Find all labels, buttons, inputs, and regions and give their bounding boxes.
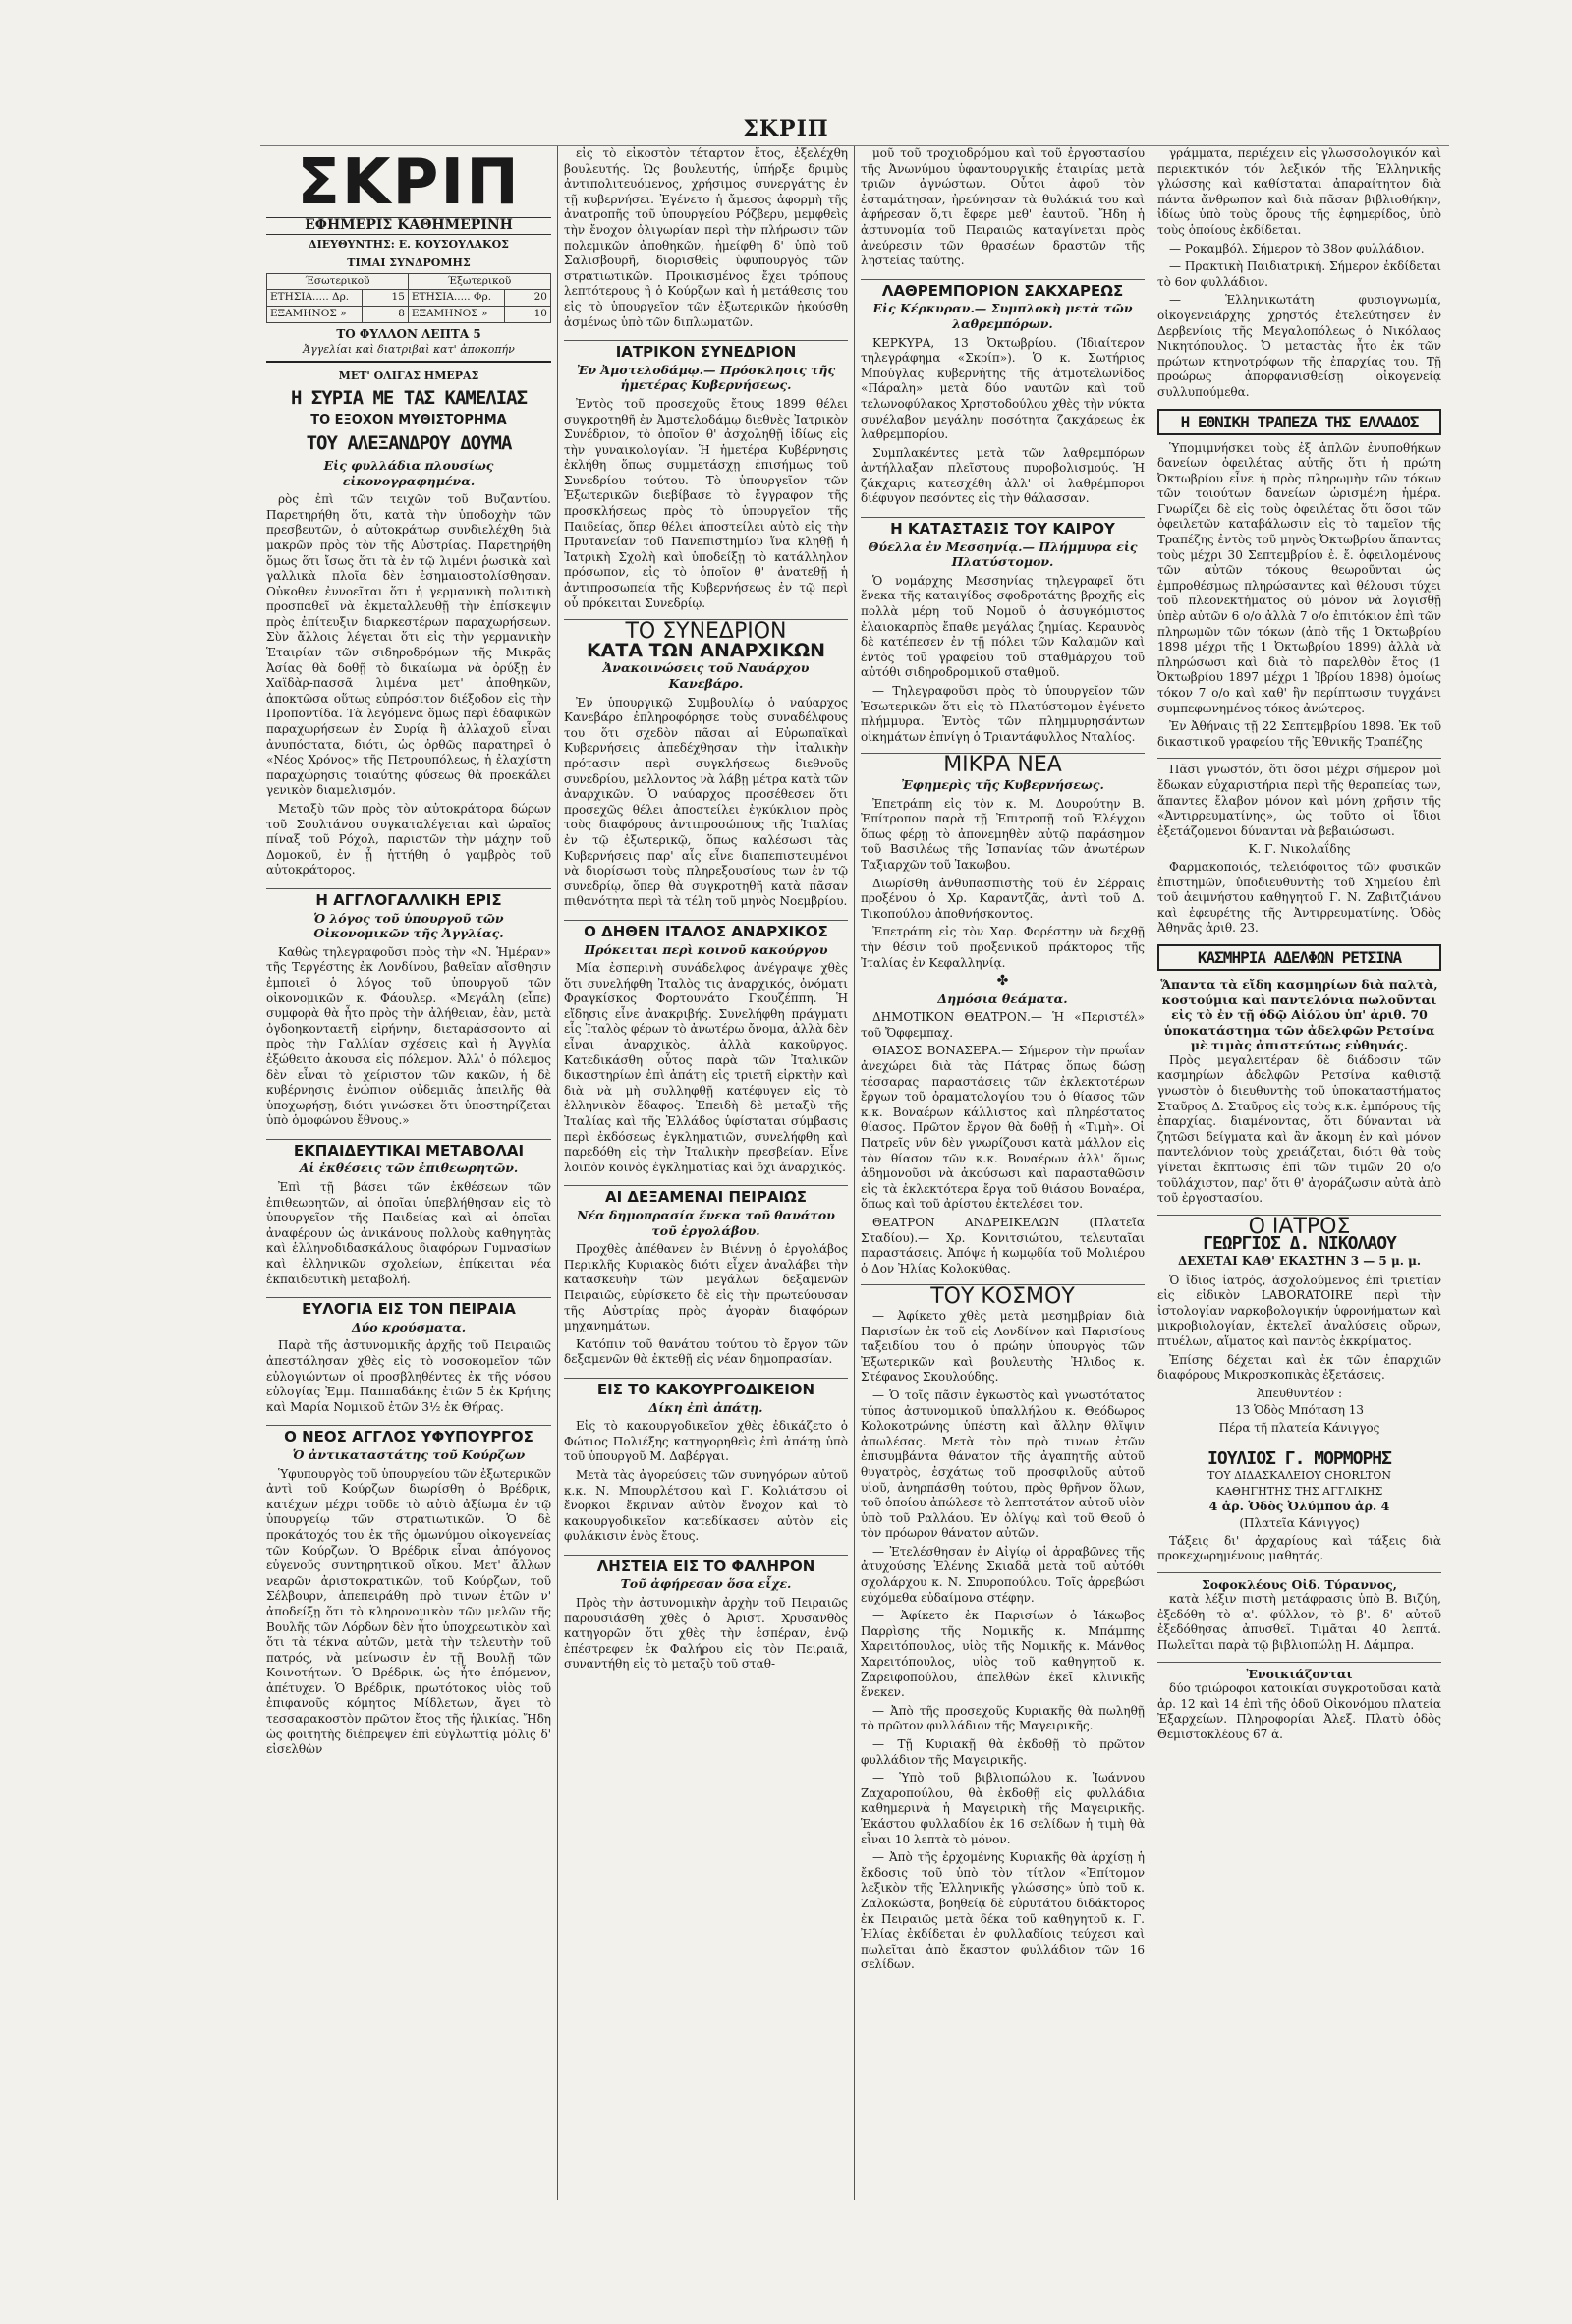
article-paragraph: — Πρακτικὴ Παιδιατρική. Σήμερον ἐκδίδεται τὸ 6ον φυλλάδιον. xyxy=(1157,259,1441,289)
article-paragraph: Ἐντὸς τοῦ προσεχοῦς ἔτους 1899 θέλει συγκροτηθῆ ἐν Ἀμστελοδάμῳ διεθνὲς Ἰατρικὸν Συνέδριον, τὸ ὁποῖον θ' ἀσχοληθῇ ἰδίως εἰς τὴν γυναικολογίαν. Ἡ ἡμετέρα Κυβέρνησις ἐκλήθη ὅπως συμμετάσχῃ ἐπισήμως τοῦ Συνεδρίου τούτου. Τὸ ὑπουργεῖον τῶν Ἐξωτερικῶν διεβίβασε τὸ ἔγγραφον τῆς προσκλήσεως πρὸς τὸ ὑπουργεῖον τῆς Παιδείας, ὅπερ θέλει ἀποστείλει αὐτὸ εἰς τὴν Πρυτανείαν τοῦ Πανεπιστημίου ἵνα κληθῇ ἡ Ἰατρικὴ Σχολὴ καὶ ὑποδείξῃ τὸ κατάλληλον πρόσωπον, εἰς τὸ ὁποῖον θ' ἀνατεθῇ ἡ ἀντιπροσωπεία τῆς Κυβερνήσεως ἐν τῷ περὶ οὗ πρόκειται Συνεδρίῳ. xyxy=(564,396,848,610)
ad-rent: Ἐνοικιάζονται xyxy=(1246,1666,1353,1681)
semi-domestic-label: ΕΞΑΜΗΝΟΣ » xyxy=(267,306,363,322)
article-paragraph: — Ὑπὸ τοῦ βιβλιοπώλου κ. Ἰωάννου Ζαχαροπούλου, θὰ ἐκδοθῇ εἰς φυλλάδια καθημερινὰ ἡ Μαγειρικὴ τῆς Μαγειρικῆς. Ἑκάστου φυλλαδίου ἐκ 16 σελίδων ἡ τιμὴ θὰ εἶναι 10 λεπτὰ τὸ μόνον. xyxy=(861,1771,1145,1846)
subheadline: Ὁ ἀντικαταστάτης τοῦ Κούρζων xyxy=(292,1446,526,1462)
article-paragraph: Παρὰ τῆς ἀστυνομικῆς ἀρχῆς τοῦ Πειραιῶς ἀπεστάλησαν χθὲς εἰς τὸ νοσοκομεῖον τῶν εὐλογιώντων οἱ προσβληθέντες ἐκ τῆς νόσου εὐλογίας Ἐμμ. Παππαδάκης ἐτῶν 5 ἐκ Κρήτης καὶ Μαρία Νομικοῦ ἐτῶν 3½ ἐκ Θήρας. xyxy=(266,1338,551,1414)
subheadline: Ἐφημερὶς τῆς Κυβερνήσεως. xyxy=(901,776,1104,792)
serial-note: Εἰς φυλλάδια πλουσίως εἰκονογραφημένα. xyxy=(323,457,494,488)
article-paragraph: Προχθὲς ἀπέθανεν ἐν Βιέννῃ ὁ ἐργολάβος Περικλῆς Κυριακὸς διότι εἶχεν ἀναλάβει τὴν κατασκευὴν τῶν μεγάλων δεξαμενῶν Πειραιῶς, εὑρίσκετο δὲ εἰς τὴν πρωτεύουσαν τῆς Αὐστρίας πρὸς ἀγορὰν διαφόρων μηχανημάτων. xyxy=(564,1242,848,1333)
article-paragraph: Ὁ ἴδιος ἰατρός, ἀσχολούμενος ἐπὶ τριετίαν εἰς εἰδικὸν LABORATOIRE περὶ τὴν ἰστολογίαν ναρκοβολογικήν ὑφρονήματων καὶ μικροβιολογίαν, ἐκτελεῖ ἀναλύσεις οὔρων, πτυέλων, αἵματος καὶ παντὸς ἐκκρίματος. xyxy=(1157,1273,1441,1348)
doctor-hours: ΔΕΧΕΤΑΙ ΚΑΘ' ΕΚΑΣΤΗΝ 3 — 5 μ. μ. xyxy=(1177,1254,1422,1268)
divider xyxy=(1157,1662,1441,1663)
column-1 xyxy=(260,146,557,2200)
headline-italian-anarchist: Ο ΔΗΘΕΝ ΙΤΑΛΟΣ ΑΝΑΡΧΙΚΟΣ xyxy=(564,920,848,940)
article-paragraph: Μία ἐσπερινὴ συνάδελφος ἀνέγραψε χθὲς ὅτι συνελήφθη Ἰταλὸς τις ἀναρχικός, ὀνόματι Φραγκίσκος Φορτουνάτο Γκουζέππη. Ἡ εἴδησις εἶνε ἀνακριβής. Συνελήφθη πράγματι εἷς Ἰταλὸς φέρων τὸ ἀνωτέρω ὄνομα, ἀλλὰ δὲν εἶναι ἀναρχικὸς, ἀλλὰ κακοῦργος. Κατεδικάσθη οὗτος παρὰ τῶν Ἰταλικῶν δικαστηρίων ἐπὶ ἀπάτῃ εἰς τριετῆ εἱρκτὴν καὶ διὰ νὰ μὴ συλληφθῇ κατέφυγεν εἰς τὸ ἑλληνικὸν ἔδαφος. Ἐπειδὴ δὲ μεταξὺ τῆς Ἰταλίας καὶ τῆς Ἑλλάδος ὑφίσταται σύμβασις περὶ ἐκδόσεως ἐγκληματιῶν, συνελήφθη καὶ παρεδόθη εἰς τὴν Ἰταλικὴν πρεσβείαν. Εἶνε λοιπὸν κοινὸς ἐγκληματίας καὶ ὄχι ἀναρχικός. xyxy=(564,961,848,1174)
address-line: 13 Ὁδὸς Μπόταση 13 xyxy=(1235,1403,1364,1418)
subheadline: Θύελλα ἐν Μεσσηνίᾳ.— Πλήμμυρα εἰς Πλατύστομον. xyxy=(868,538,1138,570)
headline-anglo-french: Η ΑΓΓΛΟΓΑΛΛΙΚΗ ΕΡΙΣ xyxy=(266,888,551,909)
column-4 xyxy=(1151,146,1447,2200)
subheadline: Αἱ ἐκθέσεις τῶν ἐπιθεωρητῶν. xyxy=(299,1161,519,1176)
headline-reservoirs: ΑΙ ΔΕΞΑΜΕΝΑΙ ΠΕΙΡΑΙΩΣ xyxy=(564,1185,848,1206)
column-2 xyxy=(557,146,854,2200)
foreign-label: Έξωτερικοῦ xyxy=(408,273,550,290)
article-paragraph: κατὰ λέξιν πιστὴ μετάφρασις ὑπὸ Β. Βιζύη, ἐξεδόθη τὸ α'. φύλλον, τὸ β'. δ' αὐτοῦ ἐξεδόθησας ἀπυσθεῖ. Τιμᾶται 40 λεπτά. Πωλεῖται παρὰ τῷ βιβλιοπώλῃ Η. Δάμπρα. xyxy=(1157,1592,1441,1653)
issue-price: ΤΟ ΦΥΛΛΟΝ ΛΕΠΤΑ 5 xyxy=(336,326,481,341)
article-paragraph: Ἐν Ἀθήναις τῇ 22 Σεπτεμβρίου 1898. Ἐκ τοῦ δικαστικοῦ γραφείου τῆς Ἐθνικῆς Τραπέζης xyxy=(1157,719,1441,749)
annual-domestic-label: ΕΤΗΣΙΑ..... Δρ. xyxy=(267,290,363,307)
annual-domestic-price: 15 xyxy=(362,290,408,307)
article-paragraph: ΘΙΑΣΟΣ ΒΟΝΑΣΕΡΑ.— Σήμερον τὴν πρωΐαν ἀνεχώρει διὰ τὰς Πάτρας ὅπως δώσῃ τέσσαρας παραστάσεις τῶν ἐκλεκτοτέρων ἔργων τοῦ ὀραματολογίου του ὁ θίασος τῶν κ.κ. Βοναέρων κάλλιστος καὶ πληρέστατος θίασος. Πρῶτον ἔργον θὰ δοθῇ ἡ «Τιμὴ». Οἱ Πατρεῖς νῦν δὲν γνωρίζουσι κατὰ μάλλον εἰς τὸν θίασον τῶν κ.κ. Βοναέρων ἀλλ' ὅμως ἀδημονοῦσι νὰ ἀκούσωσι καὶ παρασταθῶσιν εἰς τὰ ἐκλεκτότερα ἔργα τοῦ θιάσου Βοναέρα, ὅπως καὶ τοῦ ἀρίστου ἐκτελέσει τον. xyxy=(861,1044,1145,1212)
article-paragraph: Μεταξὺ τῶν πρὸς τὸν αὐτοκράτορα δώρων τοῦ Σουλτάνου συγκαταλέγεται καὶ ὡραῖος πίναξ τοῦ Ρόχολ, παριστῶν τὴν μάχην τοῦ Δομοκοῦ, ἐν ᾗ ἡττήθη ὁ γαμβρὸς τοῦ αὐτοκράτορος. xyxy=(266,802,551,878)
article-paragraph: — Ἑλληνικωτάτη φυσιογνωμία, οἰκογενειάρχης χρηστός ἐτελεύτησεν ἐν Δερβενίοις τῆς Μεγαλοπόλεως ὁ Νικόλαος Νικητόπουλος. Ὁ μεταστὰς ἦτο ἐκ τῶν πρώτων κτηνοτρόφων τῆς ἐπαρχίας του. Τῇ προώρως ἀπορφανισθείσῃ οἰκογενείᾳ συλλυπούμεθα. xyxy=(1157,293,1441,399)
headline-robbery: ΛΗΣΤΕΙΑ ΕΙΣ ΤΟ ΦΑΛΗΡΟΝ xyxy=(564,1555,848,1575)
semi-foreign-price: 10 xyxy=(505,306,551,322)
annual-foreign-label: ΕΤΗΣΙΑ..... Φρ. xyxy=(408,290,504,307)
article-paragraph: Ὑπομιμνήσκει τοὺς ἐξ ἀπλῶν ἐνυποθήκων δανείων ὀφειλέτας αὐτῆς ὅτι ἡ πρώτη Ὀκτωβρίου εἶνε ἡ πρὸς πληρωμὴν τῶν τόκων τῶν τοιούτων δανείων ὡρισμένη ἡμέρα. Γνωρίζει δὲ εἰς τοὺς ὀφειλέτας ὅτι ὅσοι τῶν ὀφειλετῶν καταβάλωσιν εἰς τὸ ταμεῖον τῆς Τραπέζης ἐντὸς τοῦ μηνὸς Ὀκτωβρίου ἅπαντας τοὺς μέχρι 30 Σεπτεμβρίου ἐ. ἔ. ὀφειλομένους τῶν αὐτῶν τόκους θεωροῦνται ὡς ἐμπροθέσμως πληρώσαντες καὶ θέλουσι τύχει τοῦ πλεονεκτήματος οὐ μόνον νὰ λογισθῇ ὑπὲρ αὐτῶν 6 ο/ο ἀλλὰ 7 ο/ο ἐπιτόκιον ἐπὶ τῶν πληρωμῶν τῶν τόκων (ἀπὸ τῆς 1 Ὀκτωβρίου 1898 μέχρι τῆς 1 Ὀκτωβρίου 1899) ἀλλὰ νὰ πληρώσωσι καὶ διὰ τὸ παρελθὸν ἔτος (1 Ὀκτωβρίου 1897 μέχρι 1 Ἰβρίου 1898) ὁμοίως τόκον 7 ο/ο καὶ καθ' ἣν περίπτωσιν τυγχάνει συμπεφωνημένος τόκος ἀνώτερος. xyxy=(1157,440,1441,715)
running-head: ΣΚΡΙΠ xyxy=(743,116,829,142)
article-paragraph: — Ἀφίκετο χθὲς μετὰ μεσημβρίαν διὰ Παρισίων ἐκ τοῦ εἰς Λονδίνον καὶ Παρισίους ταξειδίου του ὁ πρώην ὑπουργὸς τῶν Ἐξωτερικῶν καὶ βουλευτὴς Ἠλιδος κ. Στέφανος Σκουλούδης. xyxy=(861,1308,1145,1385)
subheadline: Εἰς Κέρκυραν.— Συμπλοκὴ μετὰ τῶν λαθρεμπόρων. xyxy=(872,301,1133,331)
teacher-name: ΙΟΥΛΙΟΣ Γ. ΜΟΡΜΟΡΗΣ xyxy=(1207,1447,1391,1469)
headline-small-news: ΜΙΚΡΑ ΝΕΑ xyxy=(861,753,1145,773)
signature-name: Κ. Γ. Νικολαΐδης xyxy=(1248,842,1351,857)
article-paragraph: — Τηλεγραφοῦσι πρὸς τὸ ὑπουργεῖον τῶν Ἐσωτερικῶν ὅτι εἰς τὸ Πλατύστομον ἐγένετο πλήμμυρα. Ἐντὸς τῶν πλημμυρησάντων οἰκημάτων ἐπνίγη ὁ Τριαντάφυλλος Νταλίος. xyxy=(861,684,1145,744)
subscription-prices xyxy=(266,273,551,323)
masthead-title: ΣΚΡΙΠ xyxy=(297,146,521,219)
article-paragraph: Ἐν ὑπουργικῷ Συμβουλίῳ ὁ ναύαρχος Κανεβάρο ἐπληροφόρησε τοὺς συναδέλφους του ὅτι σχεδὸν πᾶσαι αἱ Εὐρωπαϊκαὶ Κυβερνήσεις ἀπεδέχθησαν τὴν ἰταλικὴν πρότασιν περὶ συγκλήσεως διεθνοῦς συνεδρίου, μελλοντος νὰ λάβῃ μέτρα κατὰ τῶν ἀναρχικῶν. Ὁ ναύαρχος προσέθεσεν ὅτι προσεχῶς θέλει ἀποστείλει ἐγκύκλιον πρὸς τοὺς διαφόρους ἀντιπροσώπους τῆς Ἰταλίας ἐν τῷ ἐξωτερικῷ, ὅπως καλέσωσι τὰς Κυβερνήσεις παρ' αἷς εἶνε διαπεπιστευμένοι νὰ διορίσωσι τοὺς πληρεξουσίους των ἐν τῷ συνεδρίῳ, ὅπερ θὰ συγκροτηθῇ κατὰ πᾶσαν πιθανότητα περὶ τὰ τέλη τοῦ μηνὸς Νοεμβρίου. xyxy=(564,695,848,909)
teacher-square: (Πλατεῖα Κάνιγγος) xyxy=(1239,1515,1360,1530)
headline-medical-congress: ΙΑΤΡΙΚΟΝ ΣΥΝΕΔΡΙΟΝ xyxy=(564,340,848,361)
article-paragraph: — Ὁ τοῖς πᾶσιν ἐγκωστὸς καὶ γνωστότατος τύπος ἀστυνομικοῦ ὑπαλλήλου κ. Θεόδωρος Κολοκοτρώνης ὑπέστη καὶ ἄλλην θλῖψιν ἀπωλέσας. Μετὰ τὸν πρὸ τινων ἐτῶν ἐπισυμβάντα θάνατον τῆς ἀγαπητῆς αὐτοῦ θυγατρὸς, ἐσχάτως τοῦ προσφιλοῦς αὐτοῦ υἱοῦ, ἀνηρπάσθη τούτου, πρὸς θρῆνον ὅλων, τοῦ ὁποίου ἀπώλεσε τὸ λεπτοτάτον αὐτοῦ υἱὸν ὑπὸ τοῦ Ραλλάου. Ἐν ὀλίγῳ καὶ τοῦ Θεοῦ ὁ τὸν πρόωρον θάνατον αὐτῶν. xyxy=(861,1388,1145,1541)
serial-author: ΤΟΥ ΑΛΕΞΑΝΔΡΟΥ ΔΟΥΜΑ xyxy=(306,431,512,454)
masthead-director: ΔΙΕΥΘΥΝΤΗΣ: Ε. ΚΟΥΣΟΥΛΑΚΟΣ xyxy=(309,237,509,251)
article-paragraph: Μετὰ τὰς ἀγορεύσεις τῶν συνηγόρων αὐτοῦ κ.κ. Ν. Μπουρλέτσου καὶ Γ. Κολιάτσου οἱ ἔνορκοι ἔκριναν αὐτὸν ἔνοχον καὶ τὸ κακουργοδικεῖον κατεδίκασεν αὐτὸν εἰς φυλάκισιν ἑνὸς ἔτους. xyxy=(564,1467,848,1544)
teacher-role: ΚΑΘΗΓΗΤΗΣ ΤΗΣ ΑΓΓΛΙΚΗΣ xyxy=(1215,1484,1383,1498)
masthead-subtitle: ΕΦΗΜΕΡΙΣ ΚΑΘΗΜΕΡΙΝΗ xyxy=(266,217,551,235)
newspaper-sheet xyxy=(260,145,1449,2200)
article-paragraph: Ἐπὶ τῇ βάσει τῶν ἐκθέσεων τῶν ἐπιθεωρητῶν, αἱ ὁποῖαι ὑπεβλήθησαν εἰς τὸ ὑπουργεῖον τῆς Παιδείας καὶ αἱ ὁποῖαι ἀναφέρουν ὡς ἀνικάνους πολλοὺς καθηγητὰς καὶ ἑλληνοδιδασκάλους διαφόρων Γυμνασίων καὶ ἑλληνικῶν σχολείων, ἐπίκειται νέα ἐκπαιδευτικὴ μεταβολή. xyxy=(266,1180,551,1286)
ornament: ✤ xyxy=(996,973,1009,990)
article-paragraph: Καθὼς τηλεγραφοῦσι πρὸς τὴν «Ν. Ἡμέραν» τῆς Τεργέστης ἐκ Λονδίνου, βαθεῖαν αἴσθησιν ἐμποιεῖ ὁ λόγος τοῦ ὑπουργοῦ τῶν οἰκονομικῶν κ. Φάουλερ. «Μεγάλη (εἶπε) συμφορὰ θὰ ἦτο πρὸς τὴν ἀλήθειαν, ἐὰν, μετὰ ὀγδοηκονταετῆ εἰρήνην, διεταράσσοντο αἱ πρὸς τὴν Γαλλίαν σχέσεις καὶ ἡ Ἀγγλία ἐξώθειτο ἀκουσα εἰς πόλεμον. Ἀλλ' ὁ πόλεμος δὲν εἶναι τὸ χείριστον τῶν κακῶν, ἡ δὲ κυβέρνησις ἐνώπιον οὐδεμιᾶς ἀπειλῆς θὰ ὑποχωρήσῃ, διότι γινώσκει ὅτι ὑποστηρίζεται ὑπὸ ὁμοφώνου ἔθνους.» xyxy=(266,944,551,1128)
address-line: Πέρα τῆ πλατεία Κάνιγγος xyxy=(1218,1420,1380,1435)
article-paragraph: Ἐπετράπη εἰς τὸν κ. Μ. Δουρούτην Β. Ἐπίτροπον παρὰ τῇ Ἐπιτροπῇ τοῦ Ἐλέγχου ὅπως φέρῃ τὸ ἀπονεμηθὲν αὐτῷ παράσημον τοῦ Βασιλέως τῆς Ἰσπανίας τῶν ἀνωτέρων Ταξιαρχῶν τοῦ Ἰακωβου. xyxy=(861,796,1145,872)
article-paragraph: Πᾶσι γνωστόν, ὅτι ὅσοι μέχρι σήμερον μοὶ ἔδωκαν εὐχαριστήρια περὶ τῆς θεραπείας των, ἅπαντες ἔλαβον μόνον καὶ μόνη χρῆσιν τῆς «Ἀντιρρευματίνης», ὡς τοῦτο οἱ ἴδιοι ἐξετάζομενοι δύνανται νὰ βεβαιώσωσι. xyxy=(1157,763,1441,838)
headline-cashmere-ad: ΚΑΣΜΗΡΙΑ ΑΔΕΛΦΩΝ ΡΕΤΣΙΝΑ xyxy=(1157,944,1441,971)
article-paragraph: Διωρίσθη ἀνθυπασπιστὴς τοῦ ἐν Σέρραις προξένου ὁ Χρ. Καραντζᾶς, ἀντὶ τοῦ Δ. Τικοπούλου ἀποθνήσκοντος. xyxy=(861,876,1145,921)
annual-foreign-price: 20 xyxy=(505,290,551,307)
article-paragraph: — Τῇ Κυριακῇ θὰ ἐκδοθῇ τὸ πρῶτον φυλλάδιον τῆς Μαγειρικῆς. xyxy=(861,1737,1145,1767)
article-paragraph: Κατόπιν τοῦ θανάτου τούτου τὸ ἔργον τῶν δεξαμενῶν θὰ ἐκτεθῇ εἰς νέαν δημοπρασίαν. xyxy=(564,1336,848,1367)
article-paragraph: — Ἀπὸ τῆς προσεχοῦς Κυριακῆς θὰ πωληθῇ τὸ πρῶτον φυλλάδιον τῆς Μαγειρικῆς. xyxy=(861,1703,1145,1733)
ad-text-bold: Ἅπαντα τὰ εἴδη κασμηρίων διὰ παλτὰ, κοστούμια καὶ παντελόνια πωλοῦνται εἰς τὸ ἐν τῇ ὁδῷ Αἰόλου ὑπ' ἀριθ. 70 ὑποκατάστημα τῶν ἀδελφῶν Ρετσίνα μὲ τιμὰς ἀπιστεύτως εὐθηνάς. xyxy=(1160,976,1438,1053)
divider xyxy=(1157,758,1441,759)
subheadline: Δύο κρούσματα. xyxy=(351,1319,467,1334)
subheadline: Ὁ λόγος τοῦ ὑπουργοῦ τῶν Οἰκονομικῶν τῆς Ἀγγλίας. xyxy=(313,910,504,941)
article-paragraph: Πρὸς μεγαλειτέραν δὲ διάδοσιν τῶν κασμηρίων ἀδελφῶν Ρετσίνα καθιστᾷ γνωστὸν ὁ διευθυντὴς τοῦ ὑποκαταστήματος Σταῦρος Δ. Σταῦρος εἰς τοὺς κ.κ. ἐμπόρους τῆς ἐπαρχίας. διαμένοντας, ὅτι δύνανται νὰ ζητῶσι δείγματα καὶ ἂν ἄκομη ἐν καὶ μόνον παντελόνιον τοὺς χρειάζεται, διότι θὰ τοὺς γίνεται ἔκπτωσις ἐπὶ τῶν τιμῶν 20 ο/ο τοῦλάχιστον, παρ' ὅτι θ' ἀγοράζωσιν αὐτὰ ἀπὸ τοῦ ἐργοστασίου. xyxy=(1157,1052,1441,1206)
subheadline: Ἐν Ἀμστελοδάμῳ.— Πρόσκλησις τῆς ἡμετέρας Κυβερνήσεως. xyxy=(576,362,836,393)
subheadline: Πρόκειται περὶ κοινοῦ κακούργου xyxy=(584,941,828,957)
doctor-title: Ο ΙΑΤΡΟΣ xyxy=(1248,1214,1351,1239)
article-paragraph: — Ἐτελέσθησαν ἐν Αἰγίῳ οἱ ἀρραβῶνες τῆς ἀτυχούσης Ἑλένης Σκιαδᾶ μετὰ τοῦ αὐτόθι σχολάρχου κ. Ν. Σπυροπούλου. Τοῖς ἀρρεβώσι εὐχόμεθα εὐδαίμονα στέφην. xyxy=(861,1544,1145,1605)
headline-smallpox: ΕΥΛΟΓΙΑ ΕΙΣ ΤΟΝ ΠΕΙΡΑΙΑ xyxy=(266,1297,551,1318)
article-paragraph: ρὸς ἐπὶ τῶν τειχῶν τοῦ Βυζαντίου. Παρετηρήθη ὅτι, κατὰ τὴν ὑποδοχὴν τῶν πρεσβευτῶν, ὁ αὐτοκράτωρ συνδιελέχθη διὰ μακρῶν πρὸς τὸν τῆς Αὐστρίας. Παρετηρήθη ὅμως ὅτι ἴσως ὅτι τὰ ἐν τῷ λιμένι ῥωσικὰ καὶ γαλλικὰ πλοῖα δὲν ἐσημαιοστολίσθησαν. Οὐκοθεν ἐννοεῖται ὅτι ἡ γερμανικὴ πολιτικὴ προσπαθεῖ νὰ ἐκμεταλλευθῇ τὴν ἐπίσκεψιν πρὸς ἐπίτευξιν διαρκεστέρων παραχωρήσεων. Σὺν ἄλλοις λέγεται ὅτι εἰς τὴν γερμανικὴν Ἑταιρίαν τῶν σιδηροδρόμων τῆς Μικρᾶς Ἀσίας θὰ δοθῇ τὸ δικαίωμα νὰ ὀρύξῃ ἐν Χαϊδὰρ-πασσᾶ λιμένα μετ' ἀποθηκῶν, ἀποκτῶσα οὕτως εὐπρόσιτον διέξοδον εἰς τὴν Προποντίδα. Τὰ λεγόμενα ὅμως περὶ ἐδαφικῶν παραχωρήσεων ἐν Συρίᾳ ἢ ἀλλαχοῦ εἶναι ἀνυπόστατα, διότι, ὡς ὀρθῶς παρατηρεῖ ὁ «Νέος Χρόνος» τῆς Πετρουπόλεως, ἡ ἐλαχίστη παραχώρησις τοιαύτης φύσεως θὰ προεκάλει γενικὸν διαμελισμόν. xyxy=(266,492,551,798)
article-paragraph: Ὑφυπουργὸς τοῦ ὑπουργείου τῶν ἐξωτερικῶν ἀντὶ τοῦ Κούρζων διωρίσθη ὁ Βρέδρικ, κατέχων μέχρι τοῦδε τὸ αὐτὸ ἀξίωμα ἐν τῷ ὑπουργείῳ τῶν στρατιωτικῶν. Ὁ δὲ προκάτοχός του ἐκ τῆς ὁμωνύμου οἰκογενείας τῶν Κούρζων. Ὁ Βρέδρικ εἶναι ἀπόγονος εὐγενοῦς συντηρητικοῦ οἴκου. Μετ' ἄλλων νεαρῶν ἀριστοκρατικῶν, τοῦ Κούρζων, τοῦ Σέλβουρν, ἀπεπειράθη πρὸ τινων ἐτῶν ν' ἀποδείξῃ ὅτι τὸ κληρονομικὸν τῶν μελῶν τῆς Βουλῆς τῶν Λόρδων δὲν ἦτο ὑποχρεωτικὸν καὶ ὅτι τὰ τέκνα αὐτῶν, μετὰ τὴν τελευτὴν τοῦ πατρός, νὰ μείνωσιν ἐν τῇ Βουλῇ τῶν Κοινοτήτων. Ὁ Βρέδρικ, ὡς ἦτο ἑπόμενον, ἀπέτυχεν. Ὁ Βρέδρικ, πρωτότοκος υἱὸς τοῦ ἐπιφανοῦς κόμητος Μίδλετων, ἄγει τὸ τεσσαρακοστὸν πρῶτον ἔτος τῆς ἡλικίας. Ἤδη ὡς φοιτητὴς διέπρεψεν ἐπὶ εὐγλωττίᾳ μόλις δ' εἰσελθὼν xyxy=(266,1466,552,1757)
article-paragraph: ΘΕΑΤΡΟΝ ΑΝΔΡΕΙΚΕΛΩΝ (Πλατεῖα Σταδίου).— Χρ. Κονιτσιώτου, τελευταῖαι παραστάσεις. Ἀπόψε ἡ κωμῳδία τοῦ Μολιέρου ὁ Δον Ἠλίας Κολοκύθας. xyxy=(861,1216,1145,1275)
article-paragraph: ΚΕΡΚΥΡΑ, 13 Ὀκτωβρίου. (Ἰδιαίτερον τηλεγράφημα «Σκρίπ»). Ὁ κ. Σωτήριος Μπούγλας κυβερνήτης τῆς ἀτμοτελωνίδος «Πάραλη» μετὰ δύο ναυτῶν καὶ τοῦ τελωνοφύλακος Χρηστοδούλου χθὲς τὴν νύκτα συνέλαβον μεγάλην ποσότητα ζακχάρεως ἐκ λαθρεμπορίου. xyxy=(861,335,1145,442)
headline-congress: ΤΟ ΣΥΝΕΔΡΙΟΝ xyxy=(564,619,848,640)
subscription-heading: ΤΙΜΑΙ ΣΥΝΔΡΟΜΗΣ xyxy=(347,256,471,270)
address-label: Ἀπευθυντέον : xyxy=(1256,1386,1343,1400)
article-paragraph: Ὁ νομάρχης Μεσσηνίας τηλεγραφεῖ ὅτι ἕνεκα τῆς καταιγίδος σφοδροτάτης βροχῆς εἰς πολλὰ μέρη τοῦ Νομοῦ ὁ ἀσυγκόμιστος ἐλαιοκαρπὸς ἔπαθε μεγάλας ζημίας. Κεραυνὸς δὲ κατέπεσεν ἐν τῇ πόλει τῶν Καλαμῶν καὶ ἐντὸς τοῦ γραφείου τοῦ σταθμάρχου τοῦ αὐτόθι σιδηροδρομικοῦ σταθμοῦ. xyxy=(861,573,1145,680)
article-paragraph: Εἰς τὸ κακουργοδικεῖον χθὲς ἐδικάζετο ὁ Φώτιος Πολιέξης κατηγορηθεὶς ἐπὶ ἀπάτῃ ὑπὸ τοῦ ὑπουργοῦ Μ. Δαβέργαι. xyxy=(564,1419,848,1464)
semi-foreign-label: ΕΞΑΜΗΝΟΣ » xyxy=(408,306,504,322)
article-paragraph: δύο τριώροφοι κατοικίαι συγκροτοῦσαι κατὰ ἀρ. 12 καὶ 14 ἐπὶ τῆς ὁδοῦ Οἰκονόμου πλατεία Ἐξαρχείων. Πληροφορίαι Ἀλεξ. Πλατὺ ὁδὸς Θεμιστοκλέους 67 ά. xyxy=(1157,1681,1441,1742)
article-paragraph: μοῦ τοῦ τροχιοδρόμου καὶ τοῦ ἐργοστασίου τῆς Ἀνωνύμου ὑφαντουργικῆς ἑταιρίας μετὰ τριῶν ἀγνώστων. Οὗτοι ἀφοῦ τὸν ἐσταμάτησαν, ἠρεύνησαν τὰ θυλάκιά του καὶ ἀφήρεσαν ὅ,τι ἔφερε μεθ' ἑαυτοῦ. Ἤδη ἡ ἀστυνομία τοῦ Πειραιῶς καταγίνεται πρὸς ἀνεύρεσιν τῶν θρασέων δραστῶν τῆς ληστείας ταύτης. xyxy=(861,146,1145,268)
headline-sugar-smuggling: ΛΑΘΡΕΜΠΟΡΙΟΝ ΣΑΚΧΑΡΕΩΣ xyxy=(861,279,1145,300)
teacher-address: 4 ἀρ. Ὁδὸς Ὀλύμπου ἀρ. 4 xyxy=(1208,1499,1390,1514)
headline-national-bank: Η ΕΘΝΙΚΗ ΤΡΑΠΕΖΑ ΤΗΣ ΕΛΛΑΔΟΣ xyxy=(1157,409,1441,435)
serial-subtitle: ΤΟ ΕΞΟΧΟΝ ΜΥΘΙΣΤΟΡΗΜΑ xyxy=(310,413,507,428)
semi-domestic-price: 8 xyxy=(362,306,408,322)
domestic-label: Έσωτερικοῦ xyxy=(267,273,409,290)
article-paragraph: εἰς τὸ εἰκοστὸν τέταρτον ἔτος, ἐξελέχθη βουλευτής. Ὡς βουλευτής, ὑπήρξε δριμὺς ἀντιπολιτευόμενος, χρήσιμος συνεργάτης ἐν τῇ κυβερνήσει. Ἐγένετο ἡ ἄμεσος ἀφορμὴ τῆς ἀνατροπῆς τοῦ ὑπουργείου Ρόζβερυ, μεμφθεὶς τὴν ἔνοχον ὀλιγωρίαν περὶ τὴν πλήρωσιν τῶν πολεμικῶν ἀποθηκῶν, ἡμείφθη δ' ὑπὸ τοῦ Σαλισβουρῆ, διορισθεὶς ὑφυπουργὸς τῶν στρατιωτικῶν. Προικισμένος ἔχει τρόπους λεπτότερους ἢ ὁ Κούρζων καὶ ἡ μετάθεσις του εἰς τὸ ὑπουργεῖον τῶν ἐξωτερικῶν ἠκούσθη ἀσμένως ὑπὸ τῶν διπλωματῶν. xyxy=(564,146,848,329)
headline-congress-line2: ΚΑΤΑ ΤΩΝ ΑΝΑΡΧΙΚΩΝ xyxy=(586,639,826,661)
column-3 xyxy=(854,146,1151,2200)
article-paragraph: — Ροκαμβόλ. Σήμερον τὸ 38ον φυλλάδιον. xyxy=(1169,241,1425,255)
subheadline: Ἀνακοινώσεις τοῦ Ναυάρχου Κανεβάρο. xyxy=(602,660,810,691)
article-paragraph: Ἐπετράπη εἰς τὸν Χαρ. Φορέστην νὰ δεχθῇ τὴν θέσιν τοῦ προξενικοῦ πράκτορος τῆς Ἰταλίας ἐν Κεφαλληνίᾳ. xyxy=(861,925,1145,970)
subheadline: Δίκη ἐπὶ ἀπάτῃ. xyxy=(648,1399,763,1415)
headline-new-minister: Ο ΝΕΟΣ ΑΓΓΛΟΣ ΥΦΥΠΟΥΡΓΟΣ xyxy=(266,1425,551,1445)
serial-announcement: ΜΕΤ' ΟΛΙΓΑΣ ΗΜΕΡΑΣ xyxy=(338,368,479,382)
serial-title: Η ΣΥΡΙΑ ΜΕ ΤΑΣ ΚΑΜΕΛΙΑΣ xyxy=(290,387,528,410)
doctor-name: ΓΕΩΡΓΙΟΣ Δ. ΝΙΚΟΛΑΟΥ xyxy=(1203,1233,1396,1255)
headline-society: ΤΟΥ ΚΟΣΜΟΥ xyxy=(861,1284,1145,1305)
article-paragraph: — Ἀπὸ τῆς ἐρχομένης Κυριακῆς θὰ ἀρχίσῃ ἡ ἔκδοσις τοῦ ὑπὸ τὸν τίτλον «Ἐπίτομον λεξικὸν τῆς Ἑλληνικῆς γλώσσης» ὑπὸ τοῦ κ. Ζαλοκώστα, βοηθείᾳ δὲ εὐρυτάτου διδάκτορος ἐκ Πειραιῶς μετὰ δέκα τοῦ καθηγητοῦ κ. Γ. Ἠλίας ἐκδίδεται ἐν φυλλαδίοις τεύχεσι καὶ πωλεῖται ἀπὸ ἔκαστον φυλλάδιον τῶν 16 σελίδων. xyxy=(861,1850,1145,1972)
ads-note: Ἀγγελίαι καὶ διατριβαὶ κατ' ἀποκοπήν xyxy=(266,342,551,363)
article-paragraph: Πρὸς τὴν ἀστυνομικὴν ἀρχὴν τοῦ Πειραιῶς παρουσιάσθη χθὲς ὁ Ἀριστ. Χρυσανθὸς κατηγορῶν ὅτι χθὲς τὴν ἑσπέραν, ἐνῷ ἐπέστρεφεν ἐκ Φαλήρου εἰς τὸν Πειραιᾶ, συναντήθη εἰς τὸ μεταξὺ τοῦ σταθ- xyxy=(564,1596,848,1672)
article-paragraph: ΔΗΜΟΤΙΚΟΝ ΘΕΑΤΡΟΝ.— Ἡ «Περιστέλ» τοῦ Ὄφφεμπαχ. xyxy=(861,1010,1145,1040)
teacher-school: ΤΟΥ ΔΙΔΑΣΚΑΛΕΙΟΥ CHORLTON xyxy=(1207,1469,1392,1483)
masthead xyxy=(266,146,551,363)
headline-weather: Η ΚΑΤΑΣΤΑΣΙΣ ΤΟΥ ΚΑΙΡΟΥ xyxy=(861,517,1145,538)
subheadline: Δημόσια θεάματα. xyxy=(937,991,1068,1006)
headline-criminal-court: ΕΙΣ ΤΟ ΚΑΚΟΥΡΓΟΔΙΚΕΙΟΝ xyxy=(564,1378,848,1398)
article-paragraph: — Ἀφίκετο ἐκ Παρισίων ὁ Ἰάκωβος Παρρὶσης τῆς Νομικῆς κ. Μπάμπης Χαρειτόπουλος, υἱὸς τῆς Νομικῆς κ. Μάνθος Χαρειτόπουλος, υἱὸς τοῦ καθηγητοῦ κ. Ζαρειφοπούλου, ἀπελθὼν ἐκεῖ κλινικῆς ἕνεκεν. xyxy=(861,1609,1145,1700)
article-paragraph: γράμματα, περιέχειν εἰς γλωσσολογικόν καὶ περιεκτικόν τόν λεξικόν τῆς Ἑλληνικῆς γλώσσης καὶ καθίσταται ἀπαραίτητον διὰ πάντα ἄνθρωπον καὶ διὰ πᾶσαν βιβλιοθήκην, ἰδίως ὑπὸ τοὺς ὅρους τῆς ἐφημερίδος, ὑπὸ τοὺς ὁποίους ἐκδίδεται. xyxy=(1157,146,1441,237)
subheadline: Νέα δημοπρασία ἕνεκα τοῦ θανάτου τοῦ ἐργολάβου. xyxy=(577,1208,835,1238)
subheadline: Τοῦ ἀφήρεσαν ὅσα εἶχε. xyxy=(620,1576,792,1592)
ad-sophocles: Σοφοκλέους Οἰδ. Τύραννος, xyxy=(1201,1576,1398,1592)
article-paragraph: Ἐπίσης δέχεται καὶ ἐκ τῶν ἐπαρχιῶν διαφόρους Μικροσκοπικὰς ἐξετάσεις. xyxy=(1157,1352,1441,1383)
headline-education: ΕΚΠΑΙΔΕΥΤΙΚΑΙ ΜΕΤΑΒΟΛΑΙ xyxy=(266,1139,551,1160)
article-paragraph: Φαρμακοποιός, τελειόφοιτος τῶν φυσικῶν ἐπιστημῶν, ὑποδιευθυντὴς τοῦ Χημείου ἐπὶ τοῦ ἀειμνήστου καθηγητοῦ Γ. Ν. Ζαβιτζιάνου καὶ ἐφευρέτης τῆς Ἀντιρρευματίνης. Ὁδὸς Ἀθηνᾶς ἀριθ. 23. xyxy=(1157,859,1441,935)
article-paragraph: Τάξεις δι' ἀρχαρίους καὶ τάξεις διὰ προκεχωρημένους μαθητάς. xyxy=(1157,1533,1441,1563)
divider xyxy=(1157,1572,1441,1573)
article-paragraph: Συμπλακέντες μετὰ τῶν λαθρεμπόρων ἀντήλλαξαν πλεῖστους πυροβολισμούς. Ἡ ζάκχαρις κατεσχέθη ἀλλ' οἱ λαθρέμποροι διέφυγον πεσόντες εἰς τὴν θάλασσαν. xyxy=(861,445,1145,506)
